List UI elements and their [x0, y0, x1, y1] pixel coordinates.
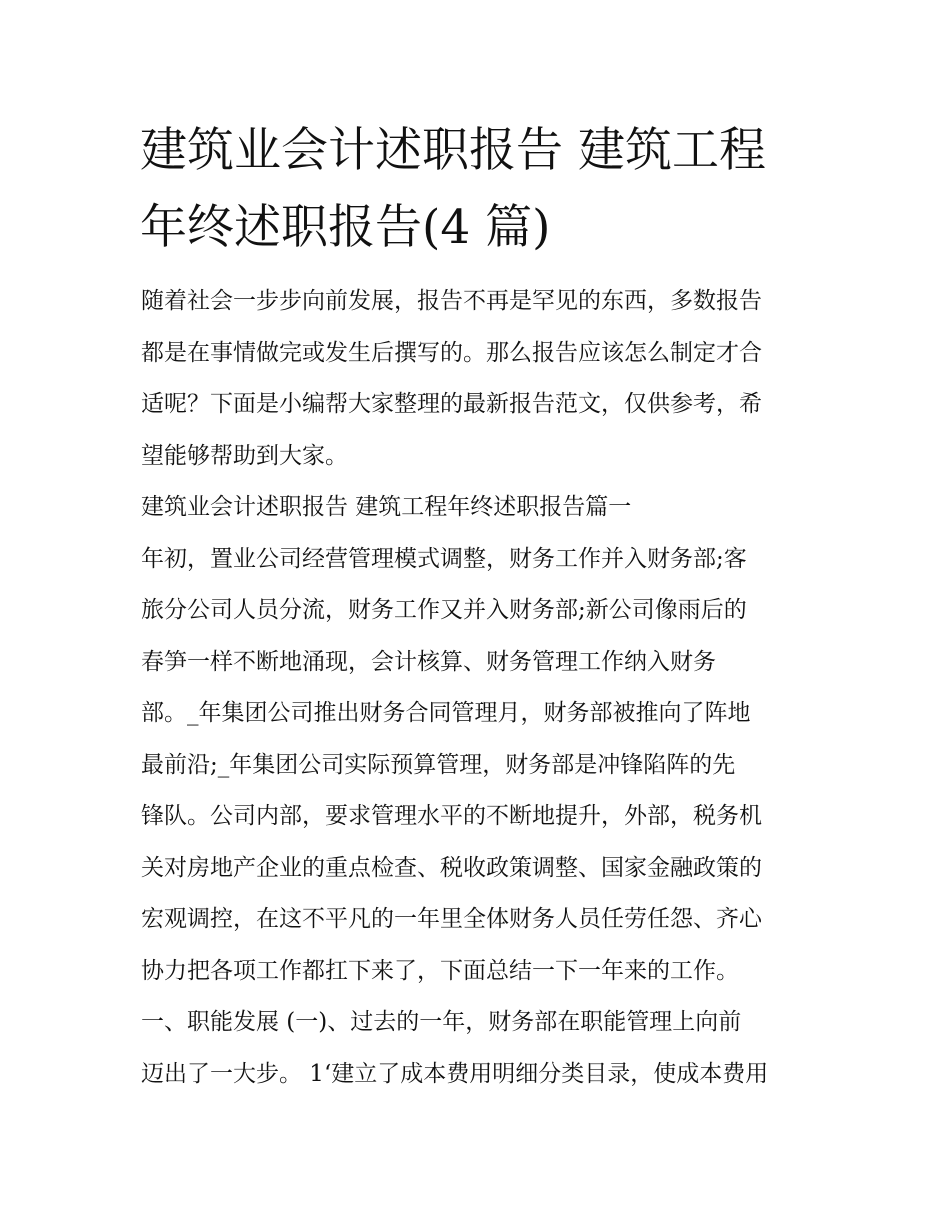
- body-line: 锋队。公司内部，要求管理水平的不断地提升，外部，税务机: [141, 803, 762, 829]
- body-line: 关对房地产企业的重点检查、税收政策调整、国家金融政策的: [141, 854, 762, 881]
- document-title: [140, 112, 830, 266]
- body-line: 年初，置业公司经营管理模式调整，财务工作并入财务部;客: [141, 545, 747, 572]
- body-line: 迈出了一大步。 1‘建立了成本费用明细分类目录，使成本费用: [141, 1060, 769, 1087]
- body-line: 最前沿;_年集团公司实际预算管理，财务部是冲锋陷阵的先: [141, 751, 736, 778]
- body-line: 一、职能发展 (一)、过去的一年，财务部在职能管理上向前: [141, 1009, 742, 1035]
- body-line: 春笋一样不断地涌现，会计核算、财务管理工作纳入财务: [141, 648, 716, 675]
- body-line: 旅分公司人员分流，财务工作又并入财务部;新公司像雨后的: [141, 597, 747, 623]
- body-line: 都是在事情做完或发生后撰写的。那么报告应该怎么制定才合: [141, 339, 762, 366]
- document-body: [141, 276, 831, 1100]
- body-line: 协力把各项工作都扛下来了，下面总结一下一年来的工作。: [141, 957, 739, 984]
- section-heading: 建筑业会计述职报告 建筑工程年终述职报告篇一: [141, 494, 632, 520]
- body-line: 望能够帮助到大家。: [141, 442, 348, 469]
- body-line: 宏观调控，在这不平凡的一年里全体财务人员任劳任怨、齐心: [141, 906, 762, 932]
- title-line: 建筑业会计述职报告 建筑工程: [140, 123, 766, 178]
- body-line: 适呢？下面是小编帮大家整理的最新报告范文，仅供参考，希: [141, 391, 762, 417]
- body-line: 部。_年集团公司推出财务合同管理月，财务部被推向了阵地: [141, 700, 751, 726]
- body-line: 随着社会一步步向前发展，报告不再是罕见的东西，多数报告: [141, 288, 762, 314]
- title-line: 年终述职报告(4 篇): [140, 200, 551, 255]
